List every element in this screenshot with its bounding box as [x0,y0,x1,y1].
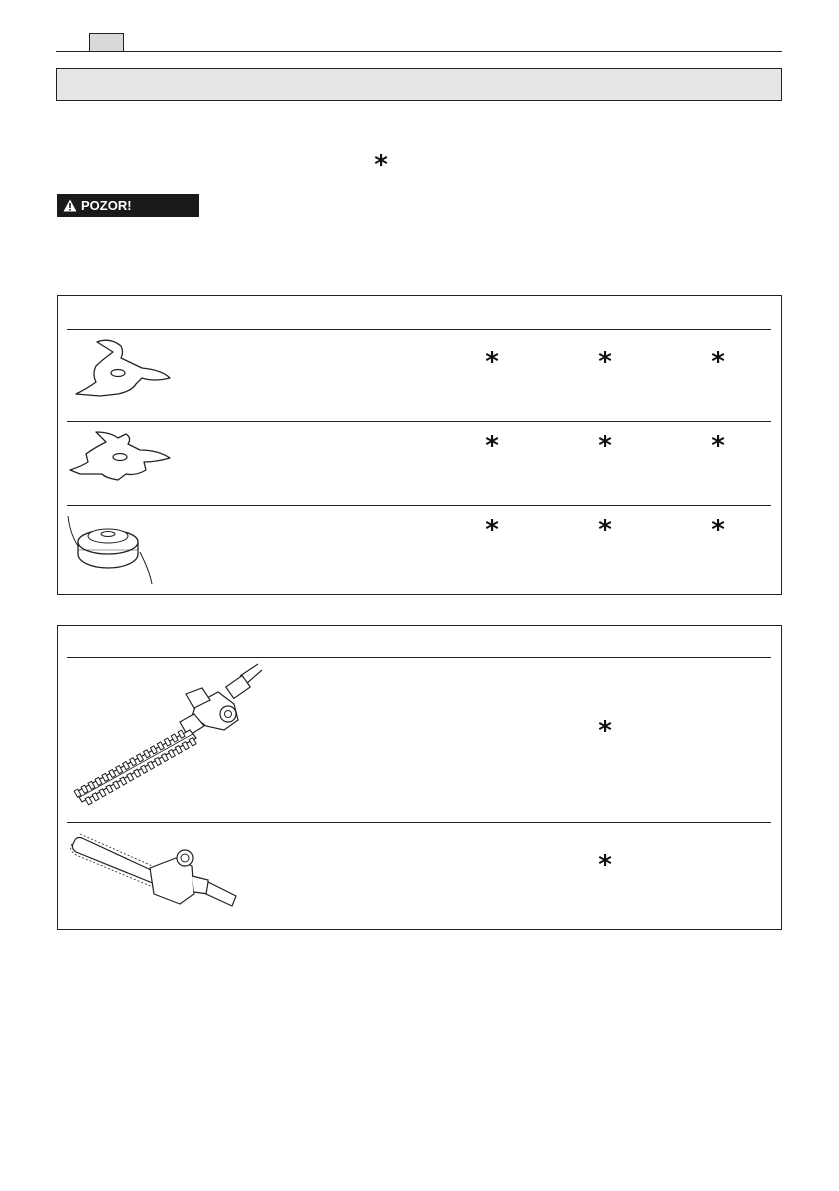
compat-mark: * [485,515,499,545]
compat-mark: * [711,347,725,377]
header-page-tab [89,33,124,51]
nylon-cutter-head-icon [66,512,166,586]
section-title-bar [56,68,782,101]
compat-mark: * [598,347,612,377]
compat-mark: * [598,431,612,461]
compat-mark: * [598,515,612,545]
table-header-rule [67,329,771,330]
compat-mark: * [598,850,612,880]
warning-label: POZOR! [81,198,132,213]
compat-mark: * [711,515,725,545]
warning-badge [57,194,199,217]
table-row-divider [67,822,771,823]
table-row-divider [67,505,771,506]
table-row-divider [67,421,771,422]
compat-mark: * [711,431,725,461]
compat-mark: * [598,716,612,746]
warning-triangle-icon [63,199,77,212]
three-tooth-blade-icon [66,338,176,398]
compat-mark: * [485,347,499,377]
hedge-trimmer-attachment-icon [68,664,268,809]
four-tooth-blade-icon [66,430,176,482]
pole-saw-attachment-icon [68,832,248,916]
header-rule [56,51,782,52]
intro-asterisk: * [374,150,388,180]
table-header-rule [67,657,771,658]
compat-mark: * [485,431,499,461]
